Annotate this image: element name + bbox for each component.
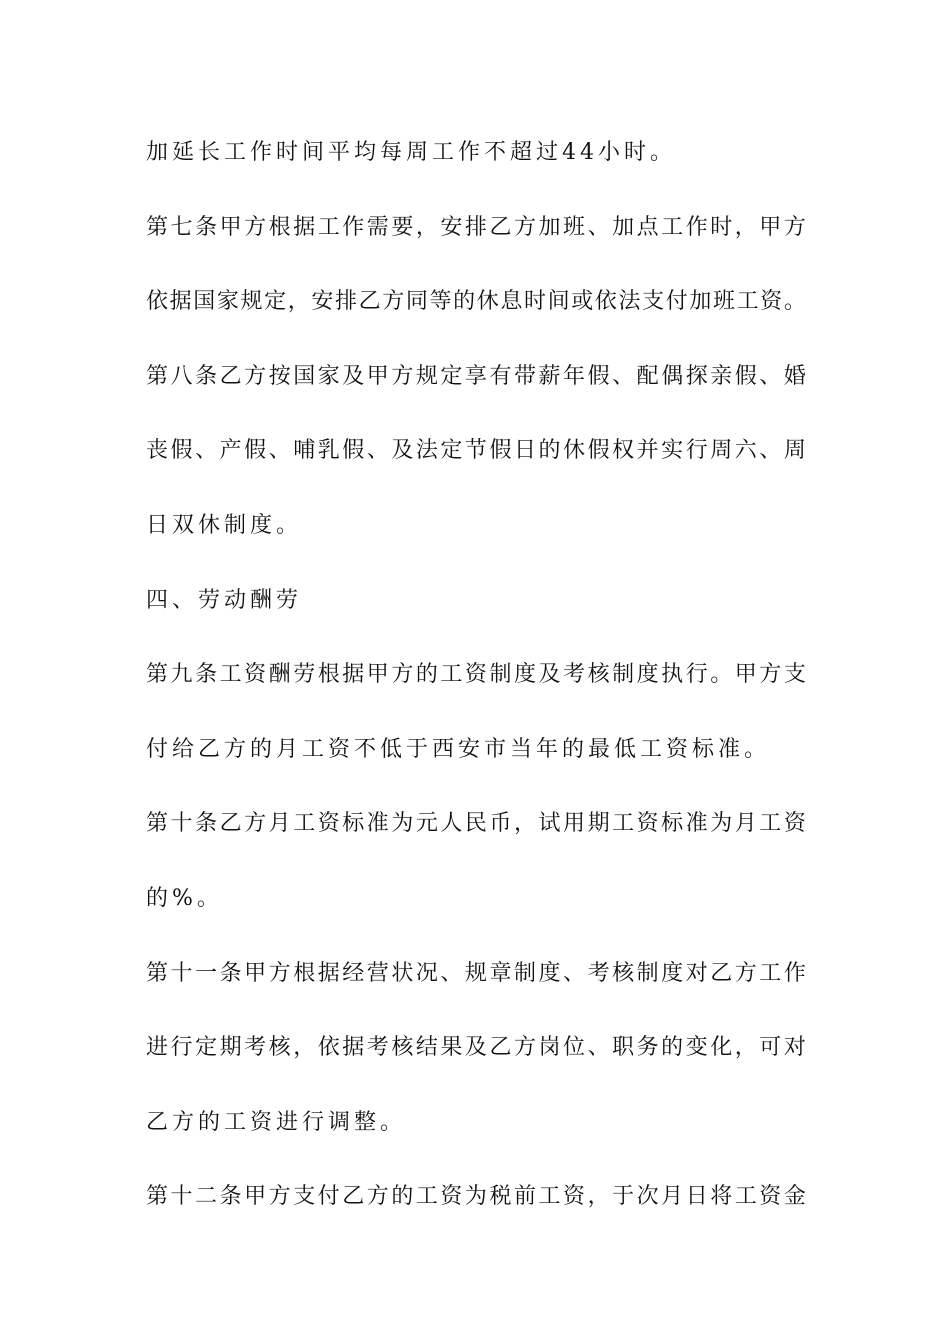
- text-line: 第 七 条 甲 方 根 据 工 作 需 要 ， 安 排 乙 方 加 班 、 加 点 工 作 时 ， 甲 方: [146, 214, 806, 240]
- text-line: 第 八 条 乙 方 按 国 家 及 甲 方 规 定 享 有 带 薪 年 假 、 配 偶 探 亲 假 、 婚: [146, 363, 806, 389]
- text-line: 第 九 条 工 资 酬 劳 根 据 甲 方 的 工 资 制 度 及 考 核 制 度 执 行 。 甲 方 支: [146, 662, 806, 688]
- text-line: 丧 假 、 产 假 、 哺 乳 假 、 及 法 定 节 假 日 的 休 假 权 并 实 行 周 六 、 周: [146, 438, 806, 464]
- text-line: 日双休制度。: [146, 512, 303, 538]
- text-line: 乙方的工资进行调整。: [146, 1109, 407, 1135]
- text-line: 第 十 条 乙 方 月 工 资 标 准 为 元 人 民 币 ， 试 用 期 工 资 标 准 为 月 工 资: [146, 811, 806, 837]
- section-heading: 四、劳动酬劳: [146, 587, 303, 613]
- document-body: [146, 131, 806, 1250]
- text-line: 加延长工作时间平均每周工作不超过44小时。: [146, 140, 676, 165]
- text-line: 第 十 一 条 甲 方 根 据 经 营 状 况 、 规 章 制 度 、 考 核 制 度 对 乙 方 工 作: [146, 960, 806, 986]
- text-line: 付给乙方的月工资不低于西安市当年的最低工资标准。: [146, 736, 771, 762]
- text-line: 依 据 国 家 规 定 ， 安 排 乙 方 同 等 的 休 息 时 间 或 依 法 支 付 加 班 工 资 。: [146, 289, 806, 315]
- text-line: 第 十 二 条 甲 方 支 付 乙 方 的 工 资 为 税 前 工 资 ， 于 次 月 日 将 工 资 金: [146, 1184, 806, 1210]
- text-line: 进 行 定 期 考 核 ， 依 据 考 核 结 果 及 乙 方 岗 位 、 职 务 的 变 化 ， 可 对: [146, 1035, 806, 1061]
- text-line: 的%。: [146, 885, 223, 911]
